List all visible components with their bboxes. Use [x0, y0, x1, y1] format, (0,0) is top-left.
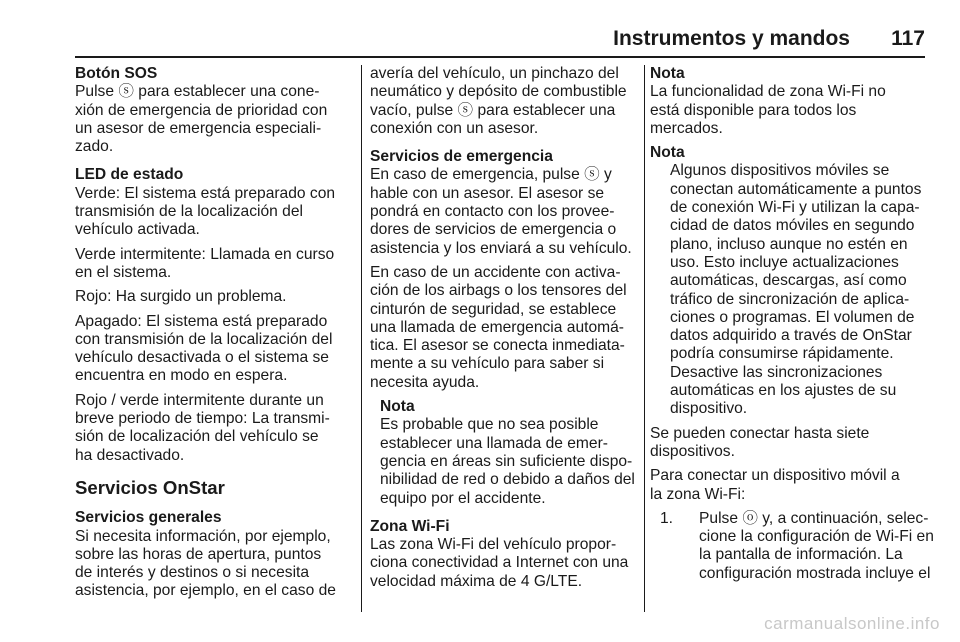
text-line: sobre las horas de apertura, puntos — [75, 545, 322, 563]
column-1 — [75, 65, 353, 601]
led-green — [75, 185, 353, 240]
text-line: gencia en áreas sin suficiente dispo- — [380, 452, 633, 470]
text-line: Rojo: Ha surgido un problema. — [75, 288, 287, 306]
led-green-blinking — [75, 246, 353, 283]
led-red — [75, 288, 353, 306]
text-line: asistencia, por ejemplo, en el caso de — [75, 582, 336, 600]
text-line: Apagado: El sistema está preparado — [75, 312, 328, 330]
wifi-text — [370, 536, 634, 591]
text-line: tráfico de sincronización de aplica- — [670, 290, 910, 308]
led-heading: LED de estado — [75, 166, 184, 184]
text-line: con transmisión de la localización del — [75, 330, 333, 348]
text-line: de interés y destinos o si necesita — [75, 564, 310, 582]
text-line: En caso de emergencia, pulse ⓢ y — [370, 166, 612, 184]
text-line: La funcionalidad de zona Wi-Fi no — [650, 83, 886, 101]
text-line: En caso de un accidente con activa- — [370, 263, 621, 281]
text-line: Se pueden conectar hasta siete — [650, 424, 870, 442]
text-line: mercados. — [650, 119, 723, 137]
note-label: Nota — [650, 144, 685, 162]
text-line: automáticas en los ajustes de su — [670, 382, 897, 400]
general-services-text — [75, 528, 353, 601]
text-line: breve periodo de tiempo: La transmi- — [75, 410, 330, 428]
text-line: Las zona Wi-Fi del vehículo propor- — [370, 536, 617, 554]
text-line: Para conectar un dispositivo móvil a — [650, 467, 900, 485]
text-line: plano, incluso aunque no estén en — [670, 235, 908, 253]
text-line: la zona Wi-Fi: — [650, 485, 746, 503]
text-line: vehículo activada. — [75, 221, 200, 239]
text-line: conexión con un asesor. — [370, 119, 539, 137]
note-label: Nota — [650, 65, 685, 82]
header-rule — [75, 56, 925, 58]
wifi-section — [370, 518, 634, 591]
text-line: en el sistema. — [75, 263, 172, 281]
emergency-heading: Servicios de emergencia — [370, 148, 553, 166]
column-3 — [650, 65, 934, 583]
note-text — [650, 162, 928, 418]
text-line: mente a su vehículo para saber si — [370, 355, 605, 373]
note-label: Nota — [380, 398, 415, 416]
column-divider-1 — [361, 65, 362, 612]
text-line: hable con un asesor. El asesor se — [370, 184, 605, 202]
text-line: Pulse ⓞ y, a continuación, selec- — [699, 509, 929, 527]
text-line: vehículo desactivada o el sistema se — [75, 349, 329, 367]
text-line: encuentra en modo en espera. — [75, 367, 288, 385]
text-line: configuración mostrada incluye el — [699, 564, 931, 582]
sos-section — [75, 65, 353, 156]
text-line: vacío, pulse ⓢ para establecer una — [370, 101, 616, 119]
text-line: zado. — [75, 138, 114, 156]
general-services-continued — [370, 65, 634, 138]
led-section — [75, 166, 353, 464]
text-line: neumático y depósito de combustible — [370, 83, 627, 101]
text-line: cione la configuración de Wi-Fi en — [699, 528, 934, 546]
step-number: 1. — [660, 509, 674, 527]
page-header — [75, 0, 925, 56]
page-number: 117 — [891, 27, 925, 50]
text-line: equipo por el accidente. — [380, 489, 546, 507]
text-line: Desactive las sincronizaciones — [670, 363, 883, 381]
emergency-text-1 — [370, 166, 634, 257]
text-line: conectan automáticamente a puntos — [670, 180, 922, 198]
step-1 — [660, 509, 934, 583]
emergency-text-2 — [370, 264, 634, 392]
device-limit-text — [650, 425, 928, 462]
text-line: ciones o programas. El volumen de — [670, 308, 915, 326]
wifi-note-2 — [650, 144, 928, 418]
text-line: tica. El asesor se conecta inmediata- — [370, 337, 625, 355]
step-text — [699, 509, 934, 583]
text-line: una llamada de emergencia automá- — [370, 318, 624, 336]
text-line: cinturón de seguridad, se establece — [370, 300, 617, 318]
onstar-heading: Servicios OnStar — [75, 476, 225, 498]
running-title: Instrumentos y mandos — [613, 27, 850, 50]
text-line: Verde: El sistema está preparado con — [75, 184, 336, 202]
text-line: cidad de datos móviles en segundo — [670, 217, 915, 235]
text-line: Verde intermitente: Llamada en curso — [75, 245, 335, 263]
text-line: uso. Esto incluye actualizaciones — [670, 253, 899, 271]
text-line: transmisión de la localización del — [75, 203, 303, 221]
text-line: Es probable que no sea posible — [380, 416, 599, 434]
connect-intro-text — [650, 467, 928, 504]
text-line: Si necesita información, por ejemplo, — [75, 527, 331, 545]
text-line: Pulse ⓢ para establecer una cone- — [75, 83, 320, 101]
text-line: asistencia y los enviará a su vehículo. — [370, 239, 632, 257]
note-text — [650, 83, 928, 138]
text-line: xión de emergencia de prioridad con — [75, 101, 328, 119]
emergency-section — [370, 148, 634, 392]
general-services-heading: Servicios generales — [75, 509, 222, 527]
sos-text — [75, 83, 353, 156]
text-line: dispositivo. — [670, 400, 748, 418]
wifi-heading: Zona Wi-Fi — [370, 517, 450, 535]
text-line: de conexión Wi-Fi y utilizan la capa- — [670, 199, 920, 217]
text-line: ciona conectividad a Internet con una — [370, 554, 629, 572]
text-line: sión de localización del vehículo se — [75, 428, 319, 446]
general-services-section — [75, 509, 353, 600]
text-line: podría consumirse rápidamente. — [670, 345, 894, 363]
note-text — [380, 416, 634, 507]
text-line: la pantalla de información. La — [699, 546, 903, 564]
emergency-note — [370, 398, 634, 508]
text-line: dores de servicios de emergencia o — [370, 221, 617, 239]
column-divider-2 — [644, 65, 645, 612]
text-line: velocidad máxima de 4 G/LTE. — [370, 572, 583, 590]
wifi-note-1 — [650, 65, 928, 138]
text-line: un asesor de emergencia especiali- — [75, 119, 322, 137]
sos-heading: Botón SOS — [75, 65, 158, 82]
text-line: nibilidad de red o debido a daños del — [380, 471, 635, 489]
text-line: ción de los airbags o los tensores del — [370, 282, 627, 300]
led-red-green — [75, 392, 353, 465]
text-line: automáticas, descargas, así como — [670, 272, 907, 290]
text-line: Algunos dispositivos móviles se — [670, 162, 890, 180]
led-off — [75, 313, 353, 386]
text-line: dispositivos. — [650, 442, 735, 460]
text-line: pondrá en contacto con los provee- — [370, 203, 615, 221]
text-line: avería del vehículo, un pinchazo del — [370, 65, 619, 82]
text-line: datos adquirido a través de OnStar — [670, 327, 912, 345]
watermark: carmanualsonline.info — [764, 614, 940, 633]
text-line: establecer una llamada de emer- — [380, 434, 608, 452]
text-line: está disponible para todos los — [650, 101, 857, 119]
text-line: necesita ayuda. — [370, 373, 480, 391]
text-line: ha desactivado. — [75, 446, 185, 464]
text-line: Rojo / verde intermitente durante un — [75, 391, 324, 409]
column-2 — [370, 65, 634, 591]
